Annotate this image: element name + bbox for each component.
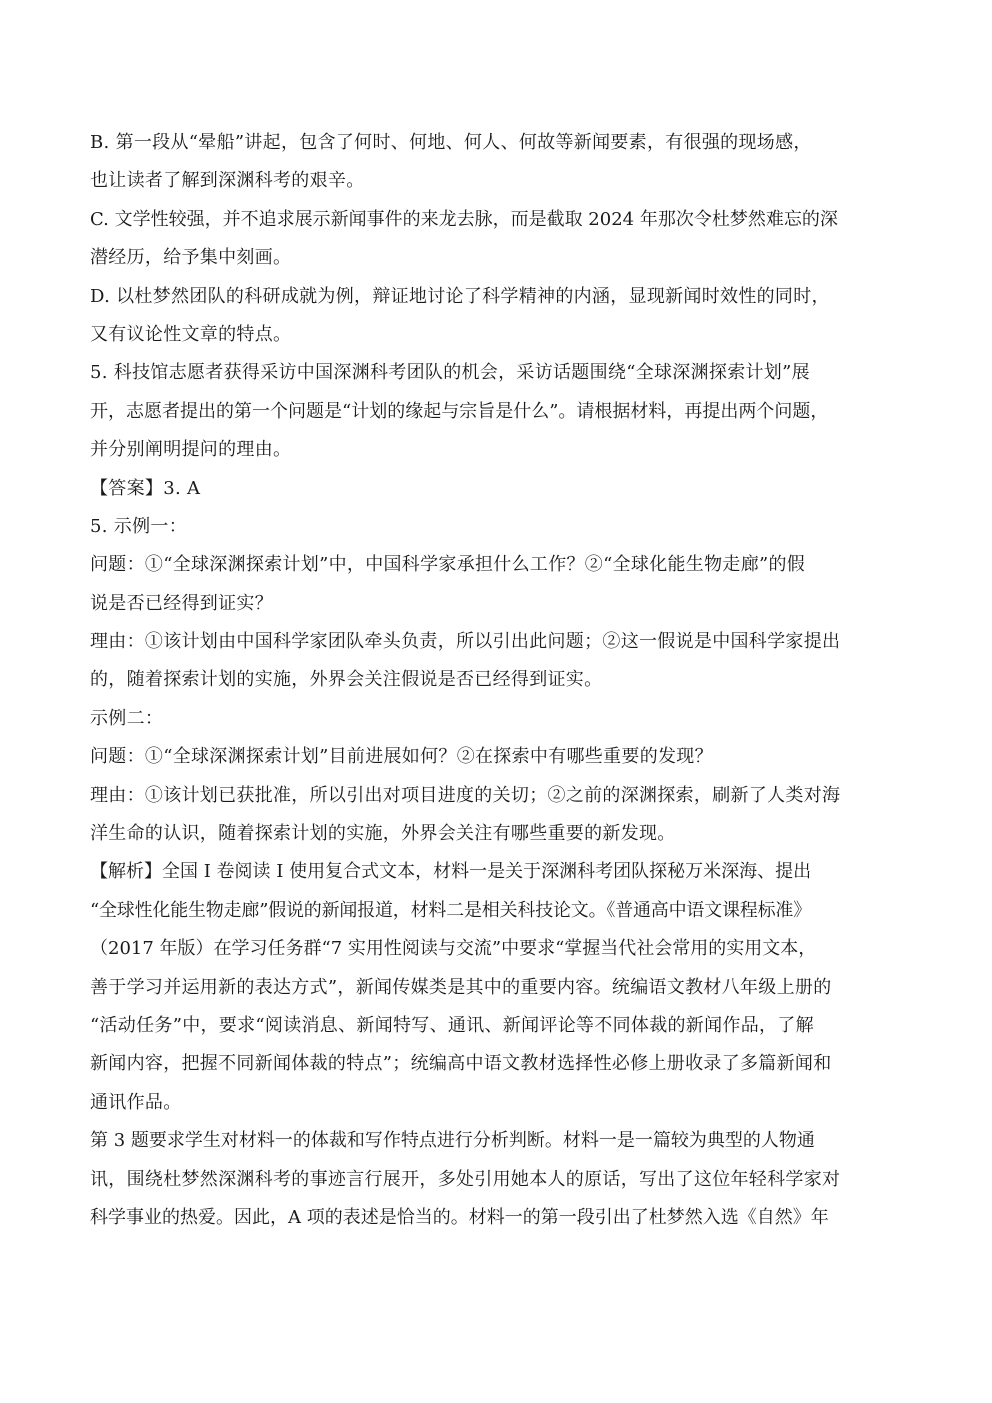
analysis-line-10: 科学事业的热爱。因此，A 项的表述是恰当的。材料一的第一段引出了杜梦然入选《自然》年 [90,1206,829,1228]
analysis-line-1: 【解析】全国 I 卷阅读 I 使用复合式文本，材料一是关于深渊科考团队探秘万米深海、提出 [90,861,812,883]
analysis-line-8: 第 3 题要求学生对材料一的体裁和写作特点进行分析判断。材料一是一篇较为典型的人物通 [90,1130,815,1152]
question-5-line-1: 5. 科技馆志愿者获得采访中国深渊科考团队的机会，采访话题围绕“全球深渊探索计划”展 [90,362,810,384]
example-1-reason-line-1: 理由：①该计划由中国科学家团队牵头负责，所以引出此问题；②这一假说是中国科学家提出 [90,631,841,653]
example-2-question: 问题：①“全球深渊探索计划”目前进展如何？②在探索中有哪些重要的发现？ [90,746,713,768]
analysis-line-6: 新闻内容，把握不同新闻体裁的特点”；统编高中语文教材选择性必修上册收录了多篇新闻和 [90,1053,832,1075]
option-d-line-1: D. 以杜梦然团队的科研成就为例，辩证地讨论了科学精神的内涵，显现新闻时效性的同时， [90,285,830,307]
answer-heading: 【答案】3. A [90,477,201,499]
analysis-line-5: “活动任务”中，要求“阅读消息、新闻特写、通讯、新闻评论等不同体裁的新闻作品，了解 [90,1014,814,1036]
analysis-line-3: （2017 年版）在学习任务群“7 实用性阅读与交流”中要求“掌握当代社会常用的实用文本， [90,938,817,960]
example-1-question-line-1: 问题：①“全球深渊探索计划”中，中国科学家承担什么工作？②“全球化能生物走廊”的假 [90,554,806,576]
example-2-reason-line-1: 理由：①该计划已获批准，所以引出对项目进度的关切；②之前的深渊探索，刷新了人类对海 [90,784,841,806]
analysis-line-7: 通讯作品。 [90,1091,182,1113]
document-body [90,124,905,1237]
example-1-heading: 5. 示例一： [90,515,187,537]
example-2-reason-line-2: 洋生命的认识，随着探索计划的实施，外界会关注有哪些重要的新发现。 [90,823,676,845]
option-c-line-2: 潜经历，给予集中刻画。 [90,247,292,269]
analysis-line-9: 讯，围绕杜梦然深渊科考的事迹言行展开，多处引用她本人的原话，写出了这位年轻科学家对 [90,1168,841,1190]
option-b-line-1: B. 第一段从“晕船”讲起，包含了何时、何地、何人、何故等新闻要素，有很强的现场感， [90,132,812,153]
example-1-reason-line-2: 的，随着探索计划的实施，外界会关注假说是否已经得到证实。 [90,669,603,691]
question-5-line-2: 开，志愿者提出的第一个问题是“计划的缘起与宗旨是什么”。请根据材料，再提出两个问题， [90,400,829,422]
option-b-line-2: 也让读者了解到深渊科考的艰辛。 [90,170,365,192]
example-1-question-line-2: 说是否已经得到证实？ [90,592,273,614]
option-c-line-1: C. 文学性较强，并不追求展示新闻事件的来龙去脉，而是截取 2024 年那次令杜梦然难忘的深 [90,208,838,230]
analysis-line-2: “全球性化能生物走廊”假说的新闻报道，材料二是相关科技论文。《普通高中语文课程标准》 [90,899,812,921]
option-d-line-2: 又有议论性文章的特点。 [90,323,292,345]
analysis-line-4: 善于学习并运用新的表达方式”，新闻传媒类是其中的重要内容。统编语文教材八年级上册的 [90,976,832,998]
question-5-line-3: 并分别阐明提问的理由。 [90,439,292,461]
example-2-heading: 示例二： [90,707,164,729]
